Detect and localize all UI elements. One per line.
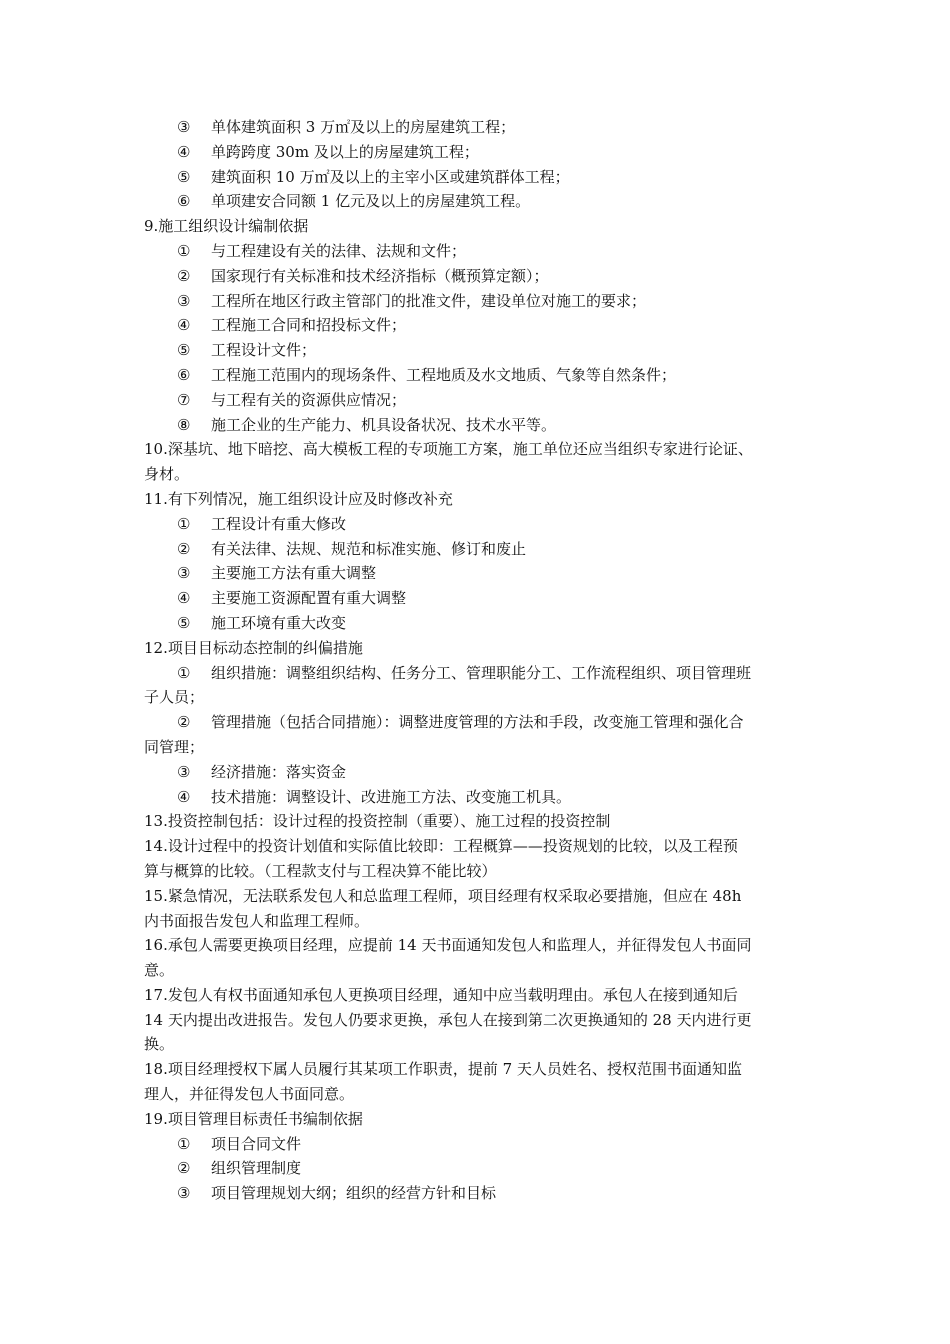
list-item — [144, 363, 808, 388]
list-item-text: 单项建安合同额 1 亿元及以上的房屋建筑工程。 — [211, 192, 531, 211]
list-item-line — [144, 661, 808, 686]
list-item-text: 与工程有关的资源供应情况； — [211, 390, 407, 409]
list-item-text: 工程施工范围内的现场条件、工程地质及水文地质、气象等自然条件； — [211, 365, 677, 384]
list-marker: ⑥ — [177, 365, 191, 384]
list-item-text: 技术措施：调整设计、改进施工方法、改变施工机具。 — [211, 787, 572, 806]
list-marker: ③ — [177, 1184, 191, 1203]
list-marker: ② — [177, 266, 191, 285]
list-marker: ③ — [177, 291, 191, 310]
list-item — [144, 413, 808, 438]
paragraph-line-first — [144, 834, 808, 859]
list-marker: ③ — [177, 118, 191, 136]
list-marker: ① — [177, 663, 191, 682]
list-item — [144, 760, 808, 785]
paragraph-line — [144, 1032, 808, 1057]
paragraph-text: 10.深基坑、地下暗挖、高大模板工程的专项施工方案，施工单位还应当组织专家进行论证、 — [144, 440, 753, 459]
list-item — [144, 115, 808, 140]
list-item-text: 经济措施：落实资金 — [211, 762, 347, 781]
list-item-text: 单跨跨度 30m 及以上的房屋建筑工程； — [211, 142, 479, 161]
section-heading-text: 9.施工组织设计编制依据 — [144, 217, 309, 236]
list-item-text: 组织管理制度 — [211, 1159, 302, 1178]
section-heading — [144, 636, 808, 661]
paragraph-text: 算与概算的比较。（工程款支付与工程决算不能比较） — [144, 861, 497, 880]
list-item-text: 国家现行有关标准和技术经济指标（概预算定额）； — [211, 266, 549, 285]
list-item — [144, 512, 808, 537]
list-item — [144, 388, 808, 413]
list-item-text: 有关法律、法规、规范和标准实施、修订和废止 — [211, 539, 527, 558]
list-item — [144, 289, 808, 314]
list-item-text: 工程所在地区行政主管部门的批准文件，建设单位对施工的要求； — [211, 291, 647, 310]
paragraph-line — [144, 462, 808, 487]
paragraph-text: 14 天内提出改进报告。发包人仍要求更换，承包人在接到第二次更换通知的 28 天内进行更 — [144, 1010, 752, 1029]
paragraph-text: 16.承包人需要更换项目经理，应提前 14 天书面通知发包人和监理人，并征得发包人书面同 — [144, 936, 752, 955]
list-marker: ② — [177, 1159, 191, 1178]
paragraph-text: 15.紧急情况，无法联系发包人和总监理工程师，项目经理有权采取必要措施，但应在 48h — [144, 886, 742, 905]
list-item — [144, 264, 808, 289]
list-marker: ⑦ — [177, 390, 191, 409]
list-item-line — [144, 685, 808, 710]
paragraph-line-first — [144, 884, 808, 909]
list-item — [144, 586, 808, 611]
paragraph-line-first — [144, 933, 808, 958]
list-item — [144, 313, 808, 338]
list-item-line — [144, 710, 808, 735]
paragraph-line — [144, 859, 808, 884]
list-item — [144, 1156, 808, 1181]
paragraph-line — [144, 1082, 808, 1107]
list-marker: ⑤ — [177, 341, 191, 360]
paragraph-line — [144, 909, 808, 934]
paragraph-line — [144, 958, 808, 983]
list-item-text: 与工程建设有关的法律、法规和文件； — [211, 241, 467, 260]
list-item-text: 施工环境有重大改变 — [211, 613, 347, 632]
list-item-line — [144, 735, 808, 760]
paragraph-text: 17.发包人有权书面通知承包人更换项目经理，通知中应当载明理由。承包人在接到通知后 — [144, 985, 738, 1004]
paragraph-line-first — [144, 983, 808, 1008]
section-heading-text: 13.投资控制包括：设计过程的投资控制（重要）、施工过程的投资控制 — [144, 812, 611, 831]
list-marker: ④ — [177, 316, 191, 335]
list-item — [144, 1132, 808, 1157]
paragraph-text: 14.设计过程中的投资计划值和实际值比较即：工程概算——投资规划的比较，以及工程预 — [144, 837, 738, 856]
list-item-text: 单体建筑面积 3 万㎡及以上的房屋建筑工程； — [211, 118, 516, 136]
list-item — [144, 537, 808, 562]
list-marker: ① — [177, 514, 191, 533]
list-item — [144, 165, 808, 190]
paragraph-line-first — [144, 1057, 808, 1082]
list-marker: ③ — [177, 762, 191, 781]
list-item — [144, 239, 808, 264]
section-heading — [144, 1107, 808, 1132]
document-body — [144, 115, 808, 1206]
paragraph-text: 意。 — [144, 961, 175, 980]
list-item-text: 组织措施：调整组织结构、任务分工、管理职能分工、工作流程组织、项目管理班 — [211, 663, 752, 682]
list-marker: ① — [177, 1134, 191, 1153]
list-item — [144, 1181, 808, 1206]
section-heading-text: 19.项目管理目标责任书编制依据 — [144, 1109, 363, 1128]
list-marker: ⑥ — [177, 192, 191, 211]
paragraph-text: 换。 — [144, 1035, 175, 1054]
section-heading — [144, 487, 808, 512]
list-item-text: 主要施工资源配置有重大调整 — [211, 589, 407, 608]
list-marker: ④ — [177, 787, 191, 806]
list-marker: ⑤ — [177, 613, 191, 632]
list-marker: ⑧ — [177, 415, 191, 434]
paragraph-text: 理人，并征得发包人书面同意。 — [144, 1085, 355, 1104]
list-item — [144, 338, 808, 363]
section-heading — [144, 214, 808, 239]
paragraph-line — [144, 1008, 808, 1033]
list-marker: ② — [177, 713, 191, 732]
list-item-text: 同管理； — [144, 737, 205, 756]
list-item-text: 主要施工方法有重大调整 — [211, 564, 377, 583]
section-heading-text: 12.项目目标动态控制的纠偏措施 — [144, 638, 363, 657]
list-item-text: 工程施工合同和招投标文件； — [211, 316, 407, 335]
list-item-text: 项目管理规划大纲；组织的经营方针和目标 — [211, 1184, 497, 1203]
list-marker: ④ — [177, 142, 191, 161]
list-item — [144, 611, 808, 636]
list-item — [144, 785, 808, 810]
list-marker: ③ — [177, 564, 191, 583]
list-marker: ④ — [177, 589, 191, 608]
section-heading — [144, 809, 808, 834]
section-heading-text: 11.有下列情况，施工组织设计应及时修改补充 — [144, 489, 453, 508]
list-marker: ⑤ — [177, 167, 191, 186]
list-item — [144, 561, 808, 586]
list-item-text: 工程设计文件； — [211, 341, 317, 360]
paragraph-text: 18.项目经理授权下属人员履行其某项工作职责，提前 7 天人员姓名、授权范围书面通知监 — [144, 1060, 742, 1079]
list-item — [144, 140, 808, 165]
list-marker: ② — [177, 539, 191, 558]
list-item — [144, 189, 808, 214]
list-item-text: 项目合同文件 — [211, 1134, 302, 1153]
list-item-text: 子人员； — [144, 688, 205, 707]
paragraph-text: 身材。 — [144, 465, 190, 484]
list-item-text: 建筑面积 10 万㎡及以上的主宰小区或建筑群体工程； — [211, 167, 570, 186]
list-item-text: 管理措施（包括合同措施）：调整进度管理的方法和手段，改变施工管理和强化合 — [211, 713, 744, 732]
list-item-text: 工程设计有重大修改 — [211, 514, 347, 533]
list-marker: ① — [177, 241, 191, 260]
paragraph-line-first — [144, 437, 808, 462]
list-item-text: 施工企业的生产能力、机具设备状况、技术水平等。 — [211, 415, 557, 434]
paragraph-text: 内书面报告发包人和监理工程师。 — [144, 911, 370, 930]
